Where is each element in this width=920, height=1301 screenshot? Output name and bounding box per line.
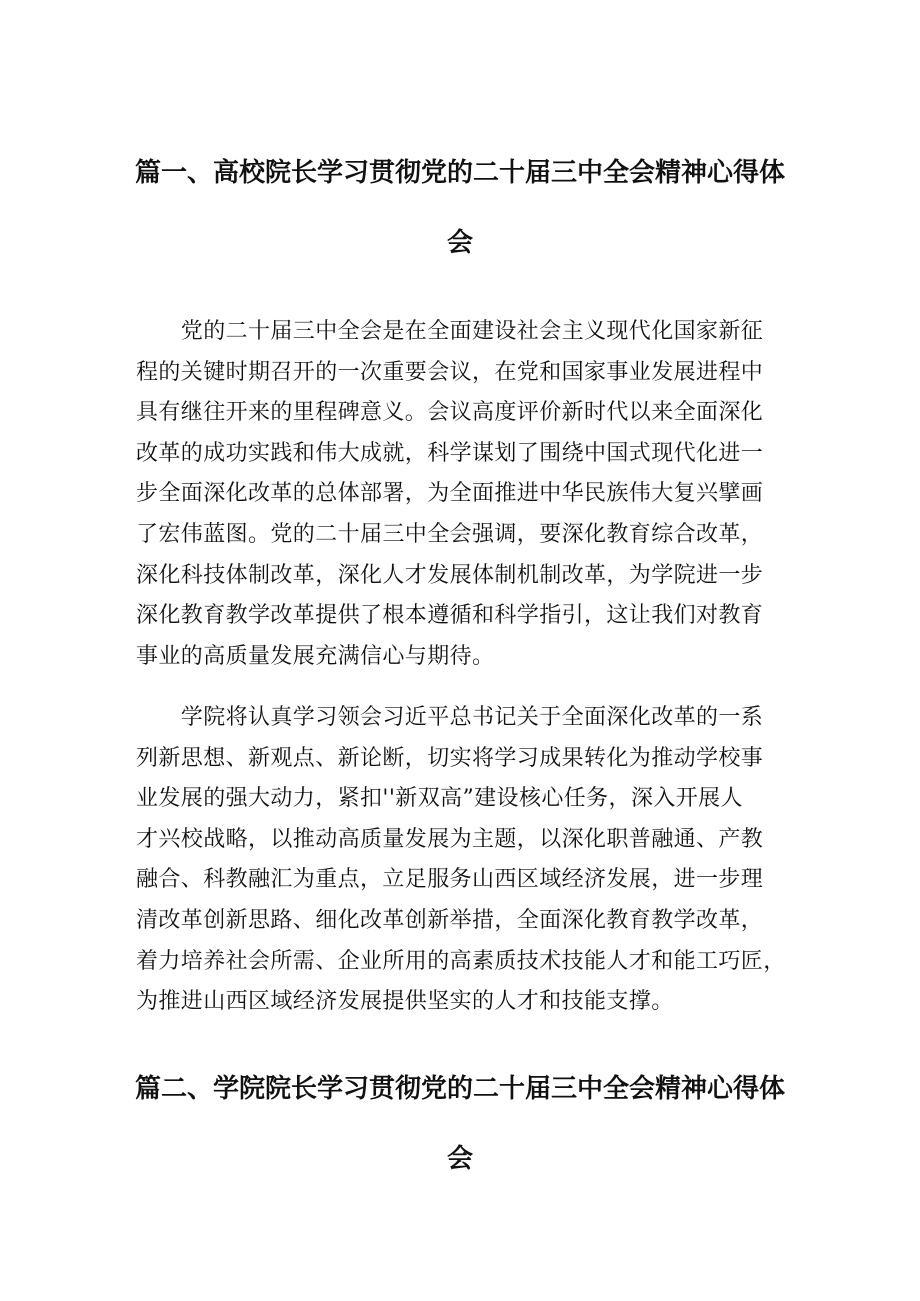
paragraph-line: 事业的高质量发展充满信心与期待。 bbox=[136, 643, 495, 669]
paragraph-line: 步全面深化改革的总体部署，为全面推进中华民族伟大复兴擘画 bbox=[136, 481, 764, 507]
section-2-title-line: 篇二、学院院长学习贯彻党的二十届三中全会精神心得体 bbox=[134, 1074, 785, 1104]
paragraph-line: 党的二十届三中全会是在全面建设社会主义现代化国家新征 bbox=[136, 319, 764, 344]
section-1-title-line: 篇一、高校院长学习贯彻党的二十届三中全会精神心得体 bbox=[134, 158, 785, 188]
paragraph-1 bbox=[136, 312, 796, 677]
paragraph-line: 清改革创新思路、细化改革创新举措，全面深化教育教学改革， bbox=[136, 907, 764, 933]
paragraph-line: 着力培养社会所需、企业所用的高素质技术技能人才和能工巧匠， bbox=[136, 948, 786, 974]
section-1-title bbox=[0, 138, 920, 278]
section-1-title-line: 会 bbox=[446, 228, 473, 258]
paragraph-line: 业发展的强大动力，紧扣''新双高”建设核心任务，深入开展人 bbox=[136, 786, 743, 812]
paragraph-line: 学院将认真学习领会习近平总书记关于全面深化改革的一系 bbox=[136, 705, 764, 730]
paragraph-2 bbox=[136, 698, 796, 1023]
paragraph-line: 深化科技体制改革，深化人才发展体制机制改革，为学院进一步 bbox=[136, 562, 764, 588]
paragraph-line: 改革的成功实践和伟大成就，科学谋划了围绕中国式现代化进一 bbox=[136, 440, 764, 466]
paragraph-line: 具有继往开来的里程碑意义。会议高度评价新时代以来全面深化 bbox=[136, 400, 764, 426]
section-2-title bbox=[0, 1054, 920, 1194]
paragraph-line: 程的关键时期召开的一次重要会议，在党和国家事业发展进程中 bbox=[136, 359, 764, 385]
paragraph-line: 才兴校战略，以推动高质量发展为主题，以深化职普融通、产教 bbox=[136, 826, 764, 852]
paragraph-line: 了宏伟蓝图。党的二十届三中全会强调，要深化教育综合改革， bbox=[136, 521, 764, 547]
paragraph-line: 深化教育教学改革提供了根本遵循和科学指引，这让我们对教育 bbox=[136, 603, 764, 629]
paragraph-line: 为推进山西区域经济发展提供坚实的人才和技能支撑。 bbox=[136, 989, 674, 1015]
paragraph-line: 融合、科教融汇为重点，立足服务山西区域经济发展，进一步理 bbox=[136, 867, 764, 893]
section-2-title-line: 会 bbox=[446, 1144, 473, 1174]
paragraph-line: 列新思想、新观点、新论断，切实将学习成果转化为推动学校事 bbox=[136, 745, 764, 771]
